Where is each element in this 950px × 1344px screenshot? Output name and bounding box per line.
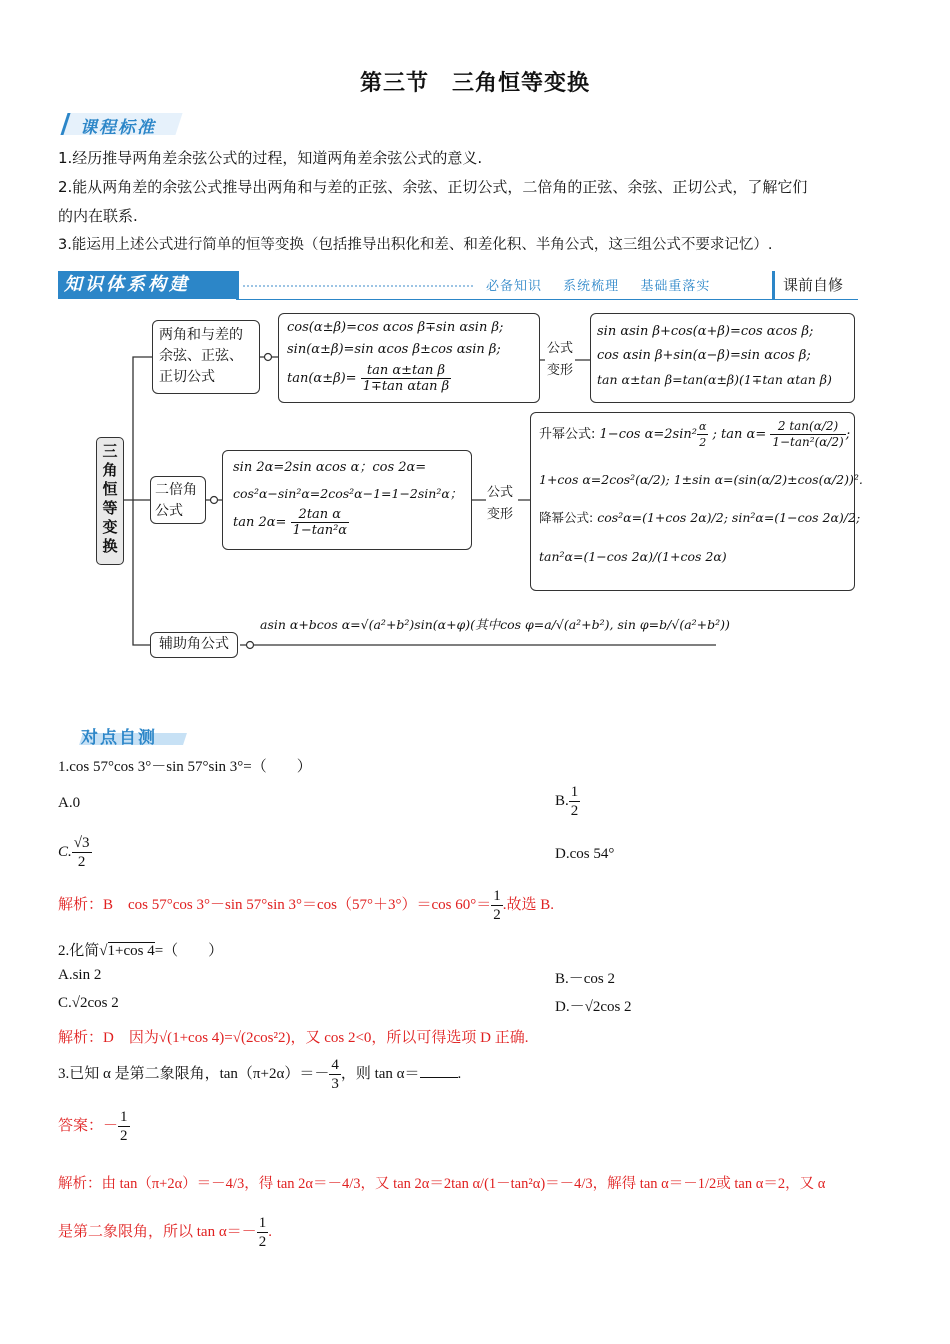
tag-basics: 基础重落实 (640, 279, 711, 294)
q2-option-d: D.－√2cos 2 (555, 999, 632, 1015)
arrow-label-1: 公式 变形 (547, 341, 574, 378)
q3-analysis-line2: 是第二象限角，所以 tan α＝－ $\frac{1}{2}$ . (58, 1215, 272, 1250)
node-auxiliary-angle: 辅助角公式 (150, 632, 238, 658)
pre-class-label: 课前自修 (772, 271, 843, 299)
self-test-label: 对点自测 (81, 728, 157, 748)
node-sum-diff: 两角和与差的 余弦、正弦、 正切公式 (152, 320, 260, 394)
q1-stem: 1.cos 57°cos 3°－sin 57°sin 3°=（ ） (58, 759, 312, 775)
formula-auxiliary-angle: asin α+bcos α=√(a²+b²)sin(α+φ)(其中cos φ=a/√(a²+b²), sin φ=b/√(a²+b²)) (260, 617, 730, 632)
tag-essential: 必备知识 (486, 279, 543, 294)
q2-option-b: B.－cos 2 (555, 971, 616, 987)
q2-analysis: 解析：D 因为√(1+cos 4)=√(2cos²2)，又 cos 2<0，所以可得选项 D 正确. (58, 1028, 529, 1046)
formula-sum-diff-variant: sin αsin β+cos(α+β)=cos αcos β; cos αsin β+sin(α−β)=sin αcos β; tan α±tan β=tan(α±β)(1∓tan αtan β) (590, 313, 855, 403)
q1-analysis: 解析：B cos 57°cos 3°－sin 57°sin 3°＝cos（57°＋3°）＝cos 60°＝ $\frac{1}{2}$ .故选 B. (58, 888, 555, 923)
formula-double-angle: sin 2α=2sin αcos α；cos 2α= cos²α−sin²α=2cos²α−1=1−2sin²α； tan 2α= $\frac{\text{2tan α}}{\text{1−tan²α}}$ (222, 450, 472, 550)
page-title: 第三节 三角恒等变换 (359, 71, 590, 96)
self-test-banner (77, 723, 185, 747)
tag-systematic: 系统梳理 (563, 279, 620, 294)
q3-answer: 答案：－ $\frac{1}{2}$ (58, 1109, 128, 1144)
q2-option-c: C.√2cos 2 (58, 995, 119, 1011)
q3-stem: 3.已知 α 是第二象限角，tan（π+2α）＝－ $\frac{4}{3}$ ，则 tan α＝ . (58, 1057, 462, 1092)
q1-option-c: C. $\frac{√3}{2}$ (58, 835, 90, 870)
knowledge-system-label: 知识体系构建 (58, 271, 239, 299)
q1-option-a: A.0 (58, 795, 81, 811)
node-double-angle: 二倍角 公式 (150, 476, 206, 524)
standard-item-1: 1.经历推导两角差余弦公式的过程，知道两角差余弦公式的意义. (58, 149, 483, 167)
q1-option-b: B. $\frac{1}{2}$ (555, 784, 579, 819)
formula-power-change: 升幂公式: 1−cos α=2sin² $\frac{\alpha}{2}$ ; tan α= $\frac{2 \tan(\alpha/2)}{\text{1−tan²(α/2)}}$ ; 1+cos α=2cos²(α/2); 1±sin α=(sin(α/2)±cos(α/2))². 降幂公式: cos²α=(1+cos 2α)/2; sin²α=(1−cos 2α)/2; tan²α=(1−cos 2α)/(1+cos 2α) (530, 412, 855, 591)
q2-stem: 2.化简√1+cos 4=（ ） (58, 943, 224, 959)
course-standard-label: 课程标准 (80, 118, 156, 138)
standard-item-2: 2.能从两角差的余弦公式推导出两角和与差的正弦、余弦、正切公式，二倍角的正弦、余弦、正切公式，了解它们 (58, 178, 808, 196)
standard-item-3: 3.能运用上述公式进行简单的恒等变换（包括推导出积化和差、和差化积、半角公式，这三组公式不要求记忆）. (58, 237, 773, 253)
q3-analysis-line1: 解析：由 tan（π+2α）＝－4/3，得 tan 2α＝－4/3，又 tan 2α＝2tan α/(1－tan²α)＝－4/3，解得 tan α＝－1/2或 tan α＝2，又 α (58, 1176, 826, 1192)
standard-item-2-cont: 的内在联系. (58, 207, 138, 225)
formula-sum-diff: cos(α±β)=cos αcos β∓sin αsin β; sin(α±β)=sin αcos β±cos αsin β; tan(α±β)= $\frac{\text{tan α±tan β}}{\text{1∓tan αtan β}}$ (278, 313, 540, 403)
q1-option-d: D.cos 54° (555, 846, 615, 862)
root-node: 三 角 恒 等 变 换 (96, 437, 124, 565)
arrow-label-2: 公式 变形 (487, 485, 514, 522)
q2-option-a: A.sin 2 (58, 967, 102, 983)
